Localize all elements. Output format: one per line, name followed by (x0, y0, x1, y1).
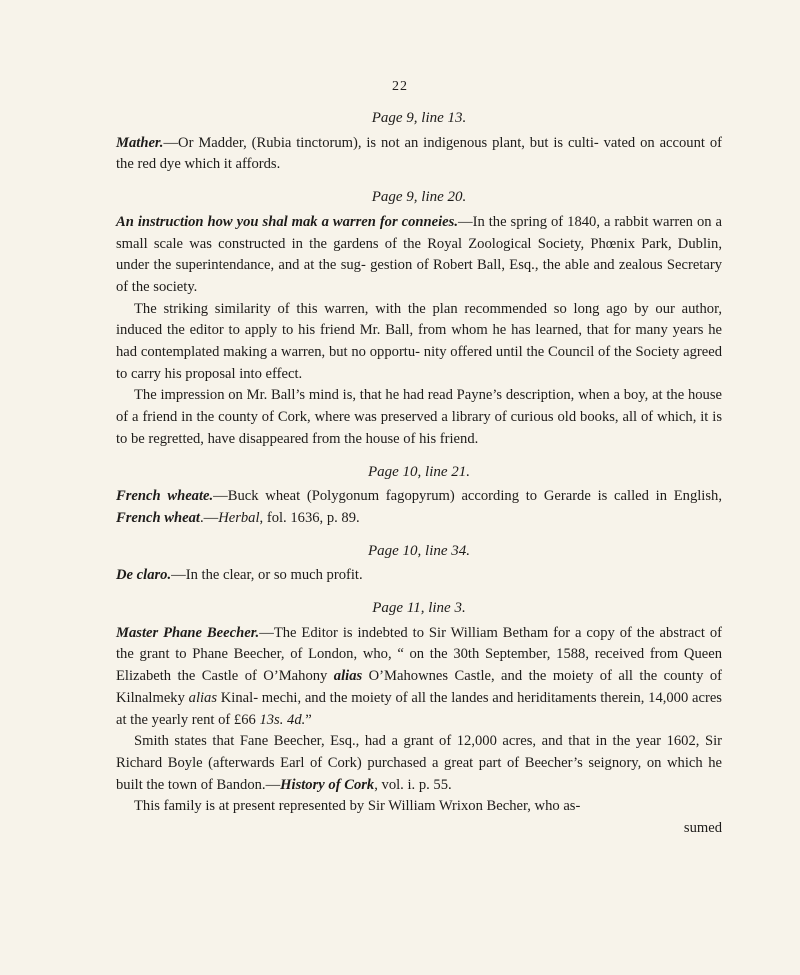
note-text: —In the spring of 1840, a rabbit warren on a small scale was constructed in the gardens of the Royal Zoological Society, Phœnix Park, Dublin, under the superintendance, and at the sug- gestion of Robert Ball, Esq., the able and zealous Secretary of the society. (116, 213, 722, 295)
note-page-11-line-3 (116, 598, 722, 840)
note-text: , vol. i. p. 55. (374, 776, 452, 793)
note-paragraph (116, 486, 722, 529)
note-lemma: De claro. (116, 567, 172, 584)
note-lemma: An instruction how you shal mak a warren for conneies. (116, 213, 458, 230)
note-paragraph (116, 623, 722, 732)
note-paragraph (116, 565, 722, 587)
note-heading: Page 10, line 34. (367, 542, 471, 559)
note-heading: Page 9, line 20. (371, 189, 467, 206)
note-paragraph: The striking similarity of this warren, with the plan recommended so long ago by our author, induced the editor to apply to his friend Mr. Ball, from whom he has learned, that for many years he had contemplated making a warren, but no opportu- nity offered until the Council of the Society agreed to carry his proposal into effect. (116, 300, 722, 382)
note-text: Smith states that Fane Beecher, Esq., had a grant of 12,000 acres, and that in the year 1602, Sir Richard Boyle (afterwards Earl of Cork) purchased a great part of Beecher’s seignory, on which he built the town of Bandon.— (116, 733, 722, 793)
italic-term: French wheat (116, 509, 200, 526)
italic-term: alias (333, 668, 363, 685)
note-page-9-line-13 (116, 108, 722, 176)
note-page-10-line-21 (116, 462, 722, 530)
note-text: —Buck wheat (Polygonum fagopyrum) according to Gerarde is called in English, (213, 488, 722, 505)
note-paragraph (116, 212, 722, 299)
note-heading: Page 11, line 3. (372, 600, 466, 617)
note-text: O’Mahownes Castle, and the moiety of all the county of Kilnalmeky (116, 668, 722, 706)
money-amount: 13s. 4d. (259, 711, 306, 728)
catchword: sumed (683, 820, 722, 837)
note-text: ” (305, 711, 312, 728)
source-title: Herbal (218, 509, 260, 526)
note-lemma: French wheate. (116, 488, 214, 505)
note-paragraph (116, 731, 722, 796)
note-text: Kinal- mechi, and the moiety of all the landes and heriditaments therein, 14,000 acres at the yearly rent of £66 (116, 689, 722, 728)
note-paragraph: The impression on Mr. Ball’s mind is, that he had read Payne’s description, when a boy, at the house of a friend in the county of Cork, where was preserved a library of curious old books, all of which, it is to be regretted, have disappeared from the house of his friend. (116, 387, 722, 447)
note-lemma: Mather. (116, 134, 164, 151)
note-page-10-line-34 (116, 541, 722, 587)
note-heading: Page 9, line 13. (371, 110, 467, 126)
page-number: 22 (392, 79, 408, 94)
note-text: .— (199, 509, 219, 526)
note-heading: Page 10, line 21. (367, 463, 471, 480)
note-text: —The Editor is indebted to Sir William Betham for a copy of the abstract of the grant to Phane Beecher, of London, who, “ on the 30th September, 1588, received from Queen Elizabeth the Castle of O’Mahony (116, 624, 722, 685)
page-content (116, 108, 722, 851)
note-text: , fol. 1636, p. 89. (259, 509, 360, 526)
note-text: —Or Madder, (Rubia tinctorum), is not an indigenous plant, but is culti- vated on account of the red dye which it affords. (116, 134, 722, 173)
note-paragraph: This family is at present represented by Sir William Wrixon Becher, who as- (134, 798, 581, 815)
note-paragraph (116, 133, 722, 176)
note-text: —In the clear, or so much profit. (171, 567, 363, 584)
source-title: History of Cork (280, 776, 375, 793)
note-page-9-line-20 (116, 187, 722, 450)
italic-term: alias (188, 689, 218, 706)
note-lemma: Master Phane Beecher. (116, 624, 260, 641)
